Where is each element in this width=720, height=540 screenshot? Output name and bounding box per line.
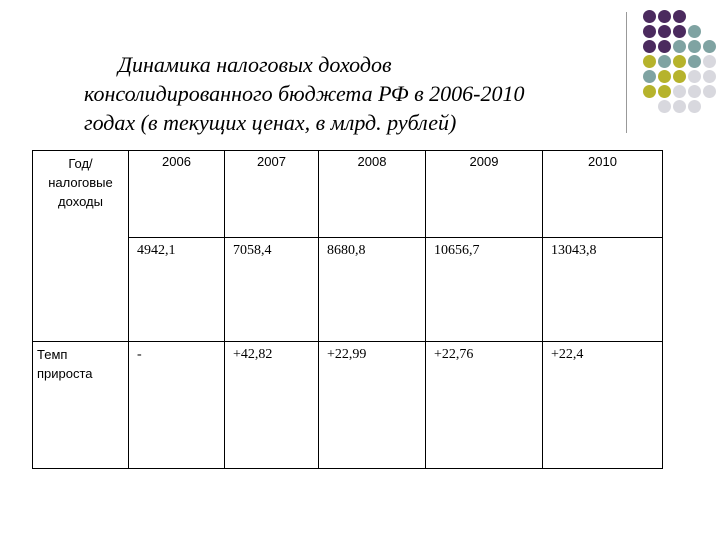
decor-dot <box>688 70 701 83</box>
corner-header-line: Год/ <box>68 156 93 171</box>
decor-dot <box>673 85 686 98</box>
tax-revenue-table <box>32 150 663 469</box>
decor-dot <box>658 10 671 23</box>
decor-dot <box>688 40 701 53</box>
title-line-2: консолидированного бюджета РФ в 2006-2010 <box>84 81 525 106</box>
corner-header-line: доходы <box>58 194 103 209</box>
year-header-2009: 2009 <box>426 151 543 238</box>
revenue-value-2006: 4942,1 <box>129 238 225 342</box>
year-header-2007: 2007 <box>225 151 319 238</box>
table-row-revenue <box>33 238 663 342</box>
decor-dot <box>703 40 716 53</box>
decor-dot <box>658 85 671 98</box>
slide-title <box>84 50 604 137</box>
decor-dot <box>703 55 716 68</box>
growth-label-line: Темп <box>37 347 68 362</box>
revenue-value-2007: 7058,4 <box>225 238 319 342</box>
decor-dot <box>673 100 686 113</box>
decor-dot <box>643 40 656 53</box>
decor-dot <box>688 100 701 113</box>
growth-label-line: прироста <box>37 366 93 381</box>
corner-header-cell <box>33 151 129 238</box>
decor-dot <box>658 100 671 113</box>
decor-dot <box>643 70 656 83</box>
growth-label-cell <box>33 342 129 469</box>
decor-dot <box>658 25 671 38</box>
decor-dot <box>673 25 686 38</box>
decor-dot <box>688 25 701 38</box>
growth-value-2007: +42,82 <box>225 342 319 469</box>
year-header-2006: 2006 <box>129 151 225 238</box>
title-line-3: годах (в текущих ценах, в млрд. рублей) <box>84 110 457 135</box>
title-line-1: Динамика налоговых доходов <box>118 52 392 77</box>
decor-dot <box>643 55 656 68</box>
decor-dot <box>673 55 686 68</box>
year-header-2008: 2008 <box>319 151 426 238</box>
decor-dot <box>688 55 701 68</box>
decorative-divider <box>626 12 627 133</box>
decor-dot <box>658 40 671 53</box>
revenue-value-2010: 13043,8 <box>543 238 663 342</box>
table-row-growth <box>33 342 663 469</box>
revenue-value-2008: 8680,8 <box>319 238 426 342</box>
growth-value-2009: +22,76 <box>426 342 543 469</box>
corner-header-line: налоговые <box>48 175 113 190</box>
decor-dot <box>673 70 686 83</box>
decor-dot <box>703 70 716 83</box>
growth-value-2008: +22,99 <box>319 342 426 469</box>
table-header-row <box>33 151 663 238</box>
decor-dot <box>658 55 671 68</box>
decor-dot <box>643 85 656 98</box>
revenue-label-cell <box>33 238 129 342</box>
decor-dot <box>643 25 656 38</box>
decor-dot <box>703 85 716 98</box>
decor-dot <box>658 70 671 83</box>
decor-dot <box>688 85 701 98</box>
decorative-dot-grid <box>637 8 717 118</box>
growth-value-2006: - <box>129 342 225 469</box>
decor-dot <box>673 10 686 23</box>
year-header-2010: 2010 <box>543 151 663 238</box>
revenue-value-2009: 10656,7 <box>426 238 543 342</box>
growth-value-2010: +22,4 <box>543 342 663 469</box>
decor-dot <box>643 10 656 23</box>
decor-dot <box>673 40 686 53</box>
